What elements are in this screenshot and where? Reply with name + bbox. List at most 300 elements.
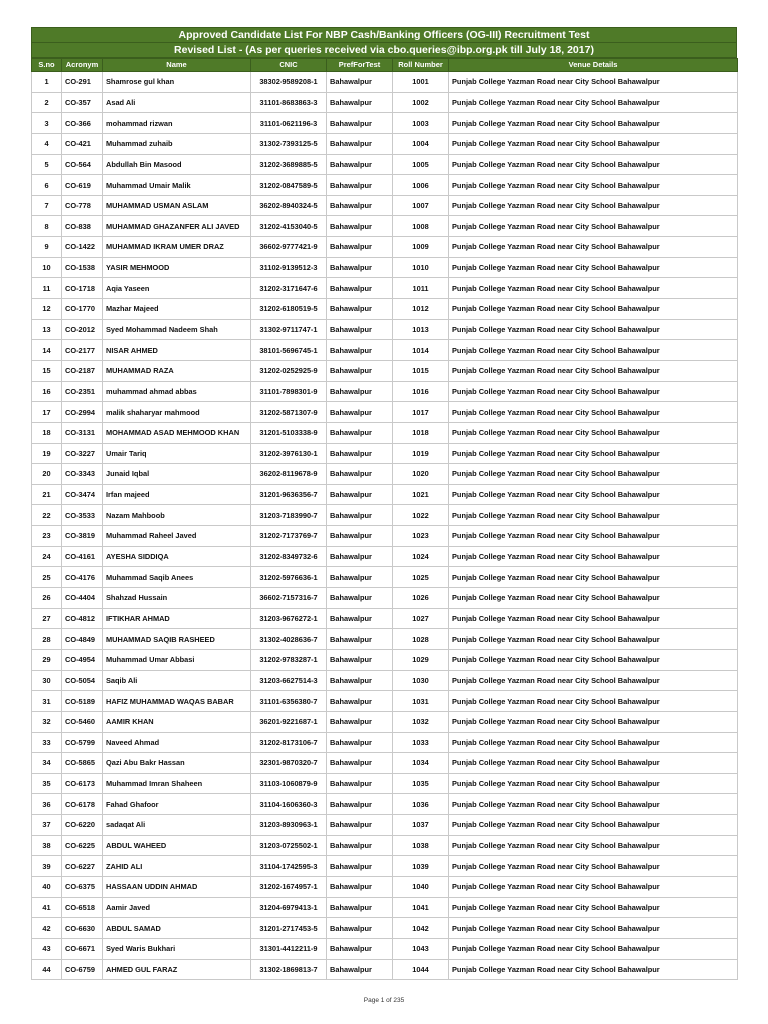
cell-acronym: CO-1422	[62, 237, 103, 258]
col-header-pref-for-test: PrefForTest	[327, 59, 393, 72]
cell-pref: Bahawalpur	[327, 546, 393, 567]
cell-venue: Punjab College Yazman Road near City School Bahawalpur	[449, 918, 738, 939]
cell-sno: 9	[32, 237, 62, 258]
cell-sno: 36	[32, 794, 62, 815]
cell-sno: 34	[32, 753, 62, 774]
cell-cnic: 31202-3171647-6	[251, 278, 327, 299]
table-row	[32, 691, 738, 712]
cell-roll: 1036	[393, 794, 449, 815]
cell-pref: Bahawalpur	[327, 133, 393, 154]
cell-acronym: CO-2177	[62, 340, 103, 361]
cell-acronym: CO-357	[62, 92, 103, 113]
cell-venue: Punjab College Yazman Road near City School Bahawalpur	[449, 113, 738, 134]
cell-acronym: CO-2351	[62, 381, 103, 402]
cell-pref: Bahawalpur	[327, 629, 393, 650]
table-row	[32, 175, 738, 196]
cell-name: Muhammad Raheel Javed	[103, 526, 251, 547]
cell-sno: 15	[32, 360, 62, 381]
cell-sno: 28	[32, 629, 62, 650]
cell-name: Muhammad zuhaib	[103, 133, 251, 154]
cell-acronym: CO-366	[62, 113, 103, 134]
cell-cnic: 31302-4028636-7	[251, 629, 327, 650]
cell-cnic: 31302-1869813-7	[251, 959, 327, 980]
cell-roll: 1016	[393, 381, 449, 402]
cell-name: ZAHID ALI	[103, 856, 251, 877]
cell-sno: 7	[32, 195, 62, 216]
cell-cnic: 31202-8349732-6	[251, 546, 327, 567]
cell-pref: Bahawalpur	[327, 526, 393, 547]
table-row	[32, 402, 738, 423]
cell-name: IFTIKHAR AHMAD	[103, 608, 251, 629]
cell-cnic: 36602-7157316-7	[251, 588, 327, 609]
cell-name: Nazam Mahboob	[103, 505, 251, 526]
cell-acronym: CO-5799	[62, 732, 103, 753]
table-row	[32, 464, 738, 485]
cell-roll: 1021	[393, 484, 449, 505]
cell-name: AAMIR KHAN	[103, 711, 251, 732]
cell-venue: Punjab College Yazman Road near City School Bahawalpur	[449, 505, 738, 526]
cell-pref: Bahawalpur	[327, 608, 393, 629]
cell-acronym: CO-6225	[62, 835, 103, 856]
candidate-table	[31, 58, 738, 980]
cell-venue: Punjab College Yazman Road near City School Bahawalpur	[449, 216, 738, 237]
table-row	[32, 732, 738, 753]
col-header-roll-number: Roll Number	[393, 59, 449, 72]
table-row	[32, 856, 738, 877]
cell-cnic: 31202-7173769-7	[251, 526, 327, 547]
table-row	[32, 299, 738, 320]
cell-name: Muhammad Imran Shaheen	[103, 773, 251, 794]
cell-venue: Punjab College Yazman Road near City School Bahawalpur	[449, 154, 738, 175]
cell-pref: Bahawalpur	[327, 567, 393, 588]
cell-venue: Punjab College Yazman Road near City School Bahawalpur	[449, 959, 738, 980]
cell-pref: Bahawalpur	[327, 92, 393, 113]
cell-roll: 1040	[393, 876, 449, 897]
cell-pref: Bahawalpur	[327, 959, 393, 980]
cell-acronym: CO-1718	[62, 278, 103, 299]
cell-cnic: 31203-9676272-1	[251, 608, 327, 629]
cell-cnic: 38101-5696745-1	[251, 340, 327, 361]
cell-sno: 10	[32, 257, 62, 278]
cell-pref: Bahawalpur	[327, 938, 393, 959]
cell-acronym: CO-3533	[62, 505, 103, 526]
cell-venue: Punjab College Yazman Road near City School Bahawalpur	[449, 835, 738, 856]
cell-name: Mazhar Majeed	[103, 299, 251, 320]
cell-roll: 1022	[393, 505, 449, 526]
cell-name: Irfan majeed	[103, 484, 251, 505]
cell-pref: Bahawalpur	[327, 319, 393, 340]
table-row	[32, 257, 738, 278]
cell-acronym: CO-3474	[62, 484, 103, 505]
cell-pref: Bahawalpur	[327, 464, 393, 485]
cell-acronym: CO-3227	[62, 443, 103, 464]
table-row	[32, 319, 738, 340]
cell-roll: 1031	[393, 691, 449, 712]
cell-acronym: CO-421	[62, 133, 103, 154]
cell-roll: 1004	[393, 133, 449, 154]
candidate-list-sheet	[31, 27, 737, 980]
cell-acronym: CO-6173	[62, 773, 103, 794]
cell-sno: 43	[32, 938, 62, 959]
cell-sno: 8	[32, 216, 62, 237]
cell-cnic: 31202-5976636-1	[251, 567, 327, 588]
cell-venue: Punjab College Yazman Road near City School Bahawalpur	[449, 546, 738, 567]
cell-sno: 26	[32, 588, 62, 609]
cell-pref: Bahawalpur	[327, 505, 393, 526]
cell-cnic: 36202-8940324-5	[251, 195, 327, 216]
col-header-venue-details: Venue Details	[449, 59, 738, 72]
cell-sno: 19	[32, 443, 62, 464]
table-row	[32, 422, 738, 443]
cell-name: MUHAMMAD GHAZANFER ALI JAVED	[103, 216, 251, 237]
cell-venue: Punjab College Yazman Road near City School Bahawalpur	[449, 732, 738, 753]
cell-acronym: CO-6220	[62, 815, 103, 836]
cell-cnic: 31101-8683863-3	[251, 92, 327, 113]
cell-venue: Punjab College Yazman Road near City School Bahawalpur	[449, 92, 738, 113]
cell-cnic: 38302-9589208-1	[251, 72, 327, 93]
cell-roll: 1011	[393, 278, 449, 299]
cell-pref: Bahawalpur	[327, 691, 393, 712]
cell-acronym: CO-4954	[62, 649, 103, 670]
table-row	[32, 195, 738, 216]
cell-roll: 1028	[393, 629, 449, 650]
cell-pref: Bahawalpur	[327, 360, 393, 381]
cell-pref: Bahawalpur	[327, 402, 393, 423]
cell-sno: 35	[32, 773, 62, 794]
cell-pref: Bahawalpur	[327, 381, 393, 402]
cell-venue: Punjab College Yazman Road near City School Bahawalpur	[449, 815, 738, 836]
cell-name: AHMED GUL FARAZ	[103, 959, 251, 980]
cell-acronym: CO-6518	[62, 897, 103, 918]
cell-venue: Punjab College Yazman Road near City School Bahawalpur	[449, 629, 738, 650]
cell-sno: 41	[32, 897, 62, 918]
cell-roll: 1019	[393, 443, 449, 464]
cell-pref: Bahawalpur	[327, 299, 393, 320]
cell-acronym: CO-5189	[62, 691, 103, 712]
table-row	[32, 154, 738, 175]
cell-name: Umair Tariq	[103, 443, 251, 464]
cell-acronym: CO-2994	[62, 402, 103, 423]
cell-roll: 1012	[393, 299, 449, 320]
cell-pref: Bahawalpur	[327, 154, 393, 175]
cell-pref: Bahawalpur	[327, 773, 393, 794]
cell-cnic: 31203-6627514-3	[251, 670, 327, 691]
cell-roll: 1001	[393, 72, 449, 93]
cell-pref: Bahawalpur	[327, 753, 393, 774]
table-row	[32, 237, 738, 258]
cell-cnic: 31201-5103338-9	[251, 422, 327, 443]
cell-venue: Punjab College Yazman Road near City School Bahawalpur	[449, 175, 738, 196]
cell-sno: 38	[32, 835, 62, 856]
cell-cnic: 36602-9777421-9	[251, 237, 327, 258]
table-row	[32, 938, 738, 959]
cell-sno: 25	[32, 567, 62, 588]
table-row	[32, 835, 738, 856]
cell-cnic: 31101-7898301-9	[251, 381, 327, 402]
table-row	[32, 484, 738, 505]
cell-name: sadaqat Ali	[103, 815, 251, 836]
cell-venue: Punjab College Yazman Road near City School Bahawalpur	[449, 360, 738, 381]
cell-cnic: 31202-0252925-9	[251, 360, 327, 381]
cell-venue: Punjab College Yazman Road near City School Bahawalpur	[449, 794, 738, 815]
cell-acronym: CO-5865	[62, 753, 103, 774]
cell-sno: 29	[32, 649, 62, 670]
cell-sno: 2	[32, 92, 62, 113]
table-row	[32, 588, 738, 609]
cell-sno: 5	[32, 154, 62, 175]
cell-pref: Bahawalpur	[327, 278, 393, 299]
cell-sno: 42	[32, 918, 62, 939]
cell-pref: Bahawalpur	[327, 897, 393, 918]
cell-sno: 6	[32, 175, 62, 196]
cell-acronym: CO-6671	[62, 938, 103, 959]
cell-cnic: 31203-8930963-1	[251, 815, 327, 836]
table-row	[32, 216, 738, 237]
cell-name: ABDUL WAHEED	[103, 835, 251, 856]
cell-sno: 11	[32, 278, 62, 299]
cell-venue: Punjab College Yazman Road near City School Bahawalpur	[449, 753, 738, 774]
table-row	[32, 72, 738, 93]
cell-cnic: 31101-6356380-7	[251, 691, 327, 712]
cell-name: NISAR AHMED	[103, 340, 251, 361]
col-header-cnic: CNIC	[251, 59, 327, 72]
cell-acronym: CO-6759	[62, 959, 103, 980]
cell-name: Shahzad Hussain	[103, 588, 251, 609]
cell-venue: Punjab College Yazman Road near City School Bahawalpur	[449, 938, 738, 959]
cell-name: Fahad Ghafoor	[103, 794, 251, 815]
cell-roll: 1038	[393, 835, 449, 856]
cell-venue: Punjab College Yazman Road near City School Bahawalpur	[449, 588, 738, 609]
cell-pref: Bahawalpur	[327, 588, 393, 609]
cell-sno: 40	[32, 876, 62, 897]
cell-cnic: 31103-1060879-9	[251, 773, 327, 794]
cell-cnic: 31202-8173106-7	[251, 732, 327, 753]
cell-roll: 1024	[393, 546, 449, 567]
cell-venue: Punjab College Yazman Road near City School Bahawalpur	[449, 567, 738, 588]
cell-venue: Punjab College Yazman Road near City School Bahawalpur	[449, 464, 738, 485]
table-row	[32, 815, 738, 836]
cell-cnic: 31201-9636356-7	[251, 484, 327, 505]
cell-acronym: CO-3131	[62, 422, 103, 443]
cell-acronym: CO-2187	[62, 360, 103, 381]
table-row	[32, 629, 738, 650]
cell-name: Muhammad Saqib Anees	[103, 567, 251, 588]
cell-sno: 3	[32, 113, 62, 134]
cell-name: Asad Ali	[103, 92, 251, 113]
table-row	[32, 567, 738, 588]
page-number: Page 1 of 235	[363, 997, 405, 1004]
cell-name: muhammad ahmad abbas	[103, 381, 251, 402]
cell-venue: Punjab College Yazman Road near City School Bahawalpur	[449, 72, 738, 93]
table-row	[32, 360, 738, 381]
cell-cnic: 36202-8119678-9	[251, 464, 327, 485]
cell-roll: 1037	[393, 815, 449, 836]
cell-name: ABDUL SAMAD	[103, 918, 251, 939]
cell-venue: Punjab College Yazman Road near City School Bahawalpur	[449, 381, 738, 402]
cell-roll: 1035	[393, 773, 449, 794]
cell-roll: 1006	[393, 175, 449, 196]
cell-cnic: 31104-1606360-3	[251, 794, 327, 815]
cell-venue: Punjab College Yazman Road near City School Bahawalpur	[449, 257, 738, 278]
cell-pref: Bahawalpur	[327, 340, 393, 361]
table-row	[32, 959, 738, 980]
cell-venue: Punjab College Yazman Road near City School Bahawalpur	[449, 526, 738, 547]
cell-cnic: 31202-1674957-1	[251, 876, 327, 897]
cell-cnic: 31302-9711747-1	[251, 319, 327, 340]
table-row	[32, 753, 738, 774]
cell-name: MOHAMMAD ASAD MEHMOOD KHAN	[103, 422, 251, 443]
cell-venue: Punjab College Yazman Road near City School Bahawalpur	[449, 402, 738, 423]
cell-roll: 1010	[393, 257, 449, 278]
cell-pref: Bahawalpur	[327, 443, 393, 464]
cell-venue: Punjab College Yazman Road near City School Bahawalpur	[449, 237, 738, 258]
cell-cnic: 31202-6180519-5	[251, 299, 327, 320]
cell-acronym: CO-6178	[62, 794, 103, 815]
cell-venue: Punjab College Yazman Road near City School Bahawalpur	[449, 856, 738, 877]
cell-sno: 4	[32, 133, 62, 154]
cell-sno: 12	[32, 299, 62, 320]
cell-cnic: 31202-4153040-5	[251, 216, 327, 237]
table-row	[32, 505, 738, 526]
cell-name: HAFIZ MUHAMMAD WAQAS BABAR	[103, 691, 251, 712]
cell-cnic: 36201-9221687-1	[251, 711, 327, 732]
cell-name: MUHAMMAD USMAN ASLAM	[103, 195, 251, 216]
table-row	[32, 92, 738, 113]
cell-acronym: CO-4176	[62, 567, 103, 588]
table-row	[32, 133, 738, 154]
cell-sno: 22	[32, 505, 62, 526]
cell-sno: 20	[32, 464, 62, 485]
cell-pref: Bahawalpur	[327, 72, 393, 93]
cell-venue: Punjab College Yazman Road near City School Bahawalpur	[449, 422, 738, 443]
table-row	[32, 278, 738, 299]
cell-roll: 1015	[393, 360, 449, 381]
cell-sno: 17	[32, 402, 62, 423]
cell-pref: Bahawalpur	[327, 216, 393, 237]
cell-acronym: CO-1770	[62, 299, 103, 320]
cell-acronym: CO-5460	[62, 711, 103, 732]
cell-acronym: CO-619	[62, 175, 103, 196]
cell-acronym: CO-2012	[62, 319, 103, 340]
cell-venue: Punjab College Yazman Road near City School Bahawalpur	[449, 443, 738, 464]
table-row	[32, 794, 738, 815]
cell-acronym: CO-4404	[62, 588, 103, 609]
cell-roll: 1044	[393, 959, 449, 980]
cell-sno: 27	[32, 608, 62, 629]
col-header-sno: S.no	[32, 59, 62, 72]
cell-name: Naveed Ahmad	[103, 732, 251, 753]
cell-roll: 1002	[393, 92, 449, 113]
cell-pref: Bahawalpur	[327, 856, 393, 877]
cell-name: MUHAMMAD RAZA	[103, 360, 251, 381]
cell-acronym: CO-4161	[62, 546, 103, 567]
cell-acronym: CO-291	[62, 72, 103, 93]
cell-roll: 1026	[393, 588, 449, 609]
cell-roll: 1025	[393, 567, 449, 588]
cell-sno: 32	[32, 711, 62, 732]
cell-name: Saqib Ali	[103, 670, 251, 691]
cell-pref: Bahawalpur	[327, 711, 393, 732]
cell-sno: 44	[32, 959, 62, 980]
table-header-row	[32, 59, 738, 72]
cell-venue: Punjab College Yazman Road near City School Bahawalpur	[449, 691, 738, 712]
cell-pref: Bahawalpur	[327, 815, 393, 836]
cell-cnic: 31102-9139512-3	[251, 257, 327, 278]
cell-roll: 1043	[393, 938, 449, 959]
cell-sno: 16	[32, 381, 62, 402]
cell-venue: Punjab College Yazman Road near City School Bahawalpur	[449, 876, 738, 897]
cell-name: MUHAMMAD SAQIB RASHEED	[103, 629, 251, 650]
cell-cnic: 31101-0621196-3	[251, 113, 327, 134]
table-row	[32, 340, 738, 361]
cell-venue: Punjab College Yazman Road near City School Bahawalpur	[449, 897, 738, 918]
col-header-name: Name	[103, 59, 251, 72]
cell-name: Qazi Abu Bakr Hassan	[103, 753, 251, 774]
list-subtitle: Revised List - (As per queries received via cbo.queries@ibp.org.pk till July 18, 2017)	[31, 43, 737, 58]
cell-pref: Bahawalpur	[327, 422, 393, 443]
cell-acronym: CO-838	[62, 216, 103, 237]
cell-venue: Punjab College Yazman Road near City School Bahawalpur	[449, 340, 738, 361]
cell-roll: 1020	[393, 464, 449, 485]
cell-sno: 18	[32, 422, 62, 443]
cell-cnic: 31202-9783287-1	[251, 649, 327, 670]
cell-acronym: CO-1538	[62, 257, 103, 278]
table-row	[32, 773, 738, 794]
cell-name: Syed Mohammad Nadeem Shah	[103, 319, 251, 340]
cell-cnic: 31302-7393125-5	[251, 133, 327, 154]
cell-venue: Punjab College Yazman Road near City School Bahawalpur	[449, 649, 738, 670]
cell-venue: Punjab College Yazman Road near City School Bahawalpur	[449, 195, 738, 216]
cell-name: YASIR MEHMOOD	[103, 257, 251, 278]
cell-name: Junaid Iqbal	[103, 464, 251, 485]
table-row	[32, 546, 738, 567]
cell-pref: Bahawalpur	[327, 794, 393, 815]
cell-sno: 37	[32, 815, 62, 836]
table-row	[32, 443, 738, 464]
cell-cnic: 31204-6979413-1	[251, 897, 327, 918]
cell-roll: 1034	[393, 753, 449, 774]
cell-pref: Bahawalpur	[327, 175, 393, 196]
cell-name: MUHAMMAD IKRAM UMER DRAZ	[103, 237, 251, 258]
cell-acronym: CO-4849	[62, 629, 103, 650]
cell-roll: 1033	[393, 732, 449, 753]
cell-acronym: CO-3343	[62, 464, 103, 485]
cell-cnic: 31202-3976130-1	[251, 443, 327, 464]
table-row	[32, 670, 738, 691]
cell-name: HASSAAN UDDIN AHMAD	[103, 876, 251, 897]
cell-venue: Punjab College Yazman Road near City School Bahawalpur	[449, 711, 738, 732]
cell-roll: 1039	[393, 856, 449, 877]
cell-sno: 33	[32, 732, 62, 753]
cell-roll: 1023	[393, 526, 449, 547]
cell-roll: 1003	[393, 113, 449, 134]
cell-roll: 1005	[393, 154, 449, 175]
cell-cnic: 31203-0725502-1	[251, 835, 327, 856]
cell-sno: 21	[32, 484, 62, 505]
cell-pref: Bahawalpur	[327, 113, 393, 134]
cell-venue: Punjab College Yazman Road near City School Bahawalpur	[449, 773, 738, 794]
cell-pref: Bahawalpur	[327, 876, 393, 897]
table-row	[32, 381, 738, 402]
cell-venue: Punjab College Yazman Road near City School Bahawalpur	[449, 608, 738, 629]
table-row	[32, 897, 738, 918]
table-row	[32, 876, 738, 897]
cell-roll: 1007	[393, 195, 449, 216]
cell-cnic: 31203-7183990-7	[251, 505, 327, 526]
cell-name: Aamir Javed	[103, 897, 251, 918]
cell-roll: 1013	[393, 319, 449, 340]
cell-roll: 1014	[393, 340, 449, 361]
